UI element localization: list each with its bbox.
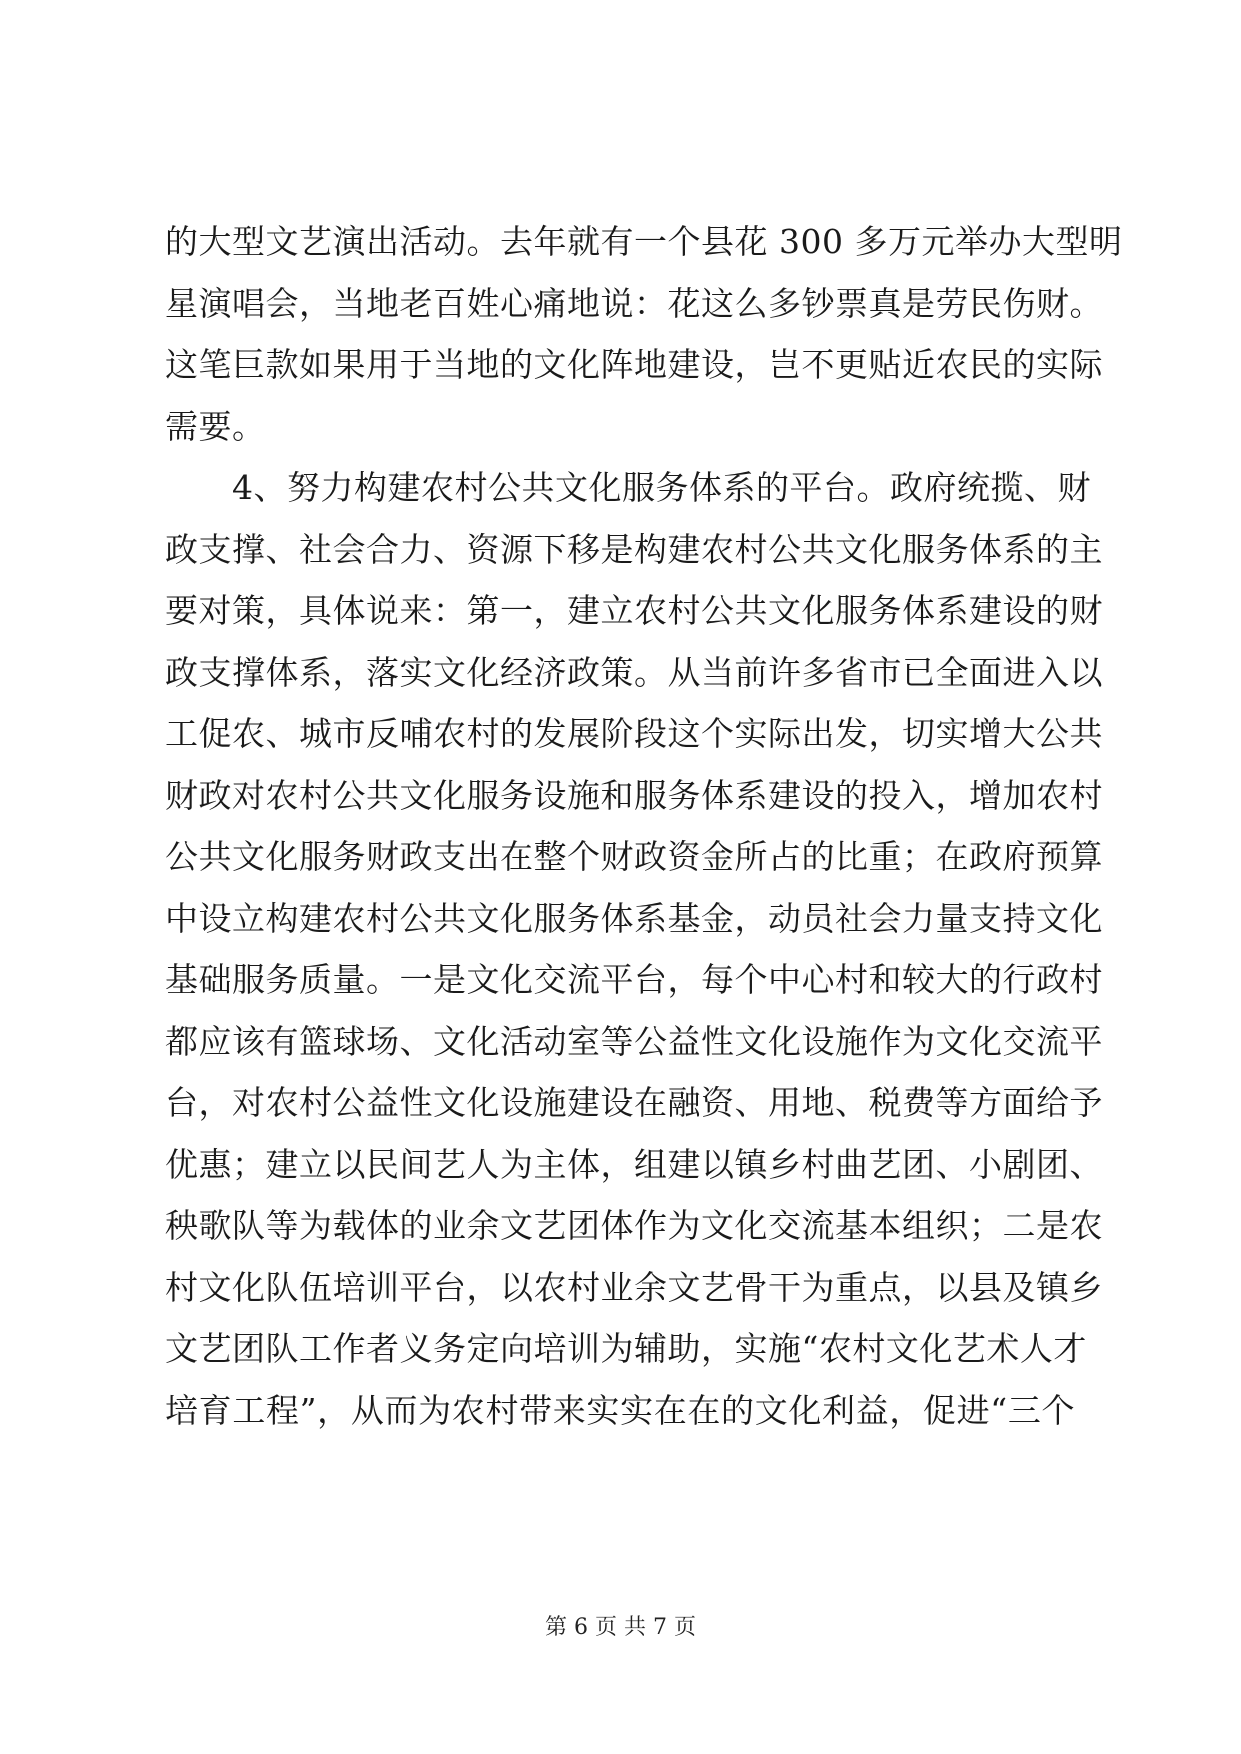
document-body (165, 211, 1123, 1441)
text-line: 这笔巨款如果用于当地的文化阵地建设，岂不更贴近农民的实际 (165, 345, 1103, 384)
text-line: 台，对农村公益性文化设施建设在融资、用地、税费等方面给予 (165, 1083, 1103, 1122)
text-line: 优惠；建立以民间艺人为主体，组建以镇乡村曲艺团、小剧团、 (165, 1144, 1103, 1184)
text-line: 工促农、城市反哺农村的发展阶段这个实际出发，切实增大公共 (165, 714, 1103, 753)
text-line: 文艺团队工作者义务定向培训为辅助，实施“农村文化艺术人才 (165, 1329, 1087, 1368)
paragraph-2 (165, 457, 1103, 1441)
text-line: 秧歌队等为载体的业余文艺团体作为文化交流基本组织；二是农 (165, 1206, 1103, 1245)
text-line: 需要。 (165, 406, 266, 446)
text-line: 都应该有篮球场、文化活动室等公益性文化设施作为文化交流平 (165, 1021, 1103, 1061)
text-line: 星演唱会，当地老百姓心痛地说：花这么多钞票真是劳民伤财。 (165, 283, 1103, 323)
text-line: 中设立构建农村公共文化服务体系基金，动员社会力量支持文化 (165, 898, 1103, 938)
paragraph-1 (165, 211, 1123, 457)
text-line: 政支撑体系，落实文化经济政策。从当前许多省市已全面进入以 (165, 652, 1103, 692)
text-line: 4、努力构建农村公共文化服务体系的平台。政府统揽、财 (165, 468, 1091, 507)
text-line: 村文化队伍培训平台，以农村业余文艺骨干为重点，以县及镇乡 (165, 1267, 1103, 1307)
text-line: 基础服务质量。一是文化交流平台，每个中心村和较大的行政村 (165, 960, 1103, 999)
text-line: 公共文化服务财政支出在整个财政资金所占的比重；在政府预算 (165, 837, 1103, 876)
text-line: 培育工程”，从而为农村带来实实在在的文化利益，促进“三个 (165, 1390, 1075, 1430)
text-line: 要对策，具体说来：第一，建立农村公共文化服务体系建设的财 (165, 591, 1103, 630)
page-number: 第 6 页 共 7 页 (545, 1615, 696, 1640)
text-line: 财政对农村公共文化服务设施和服务体系建设的投入，增加农村 (165, 775, 1103, 815)
text-line: 的大型文艺演出活动。去年就有一个县花 300 多万元举办大型明 (165, 222, 1123, 261)
text-line: 政支撑、社会合力、资源下移是构建农村公共文化服务体系的主 (165, 529, 1103, 569)
